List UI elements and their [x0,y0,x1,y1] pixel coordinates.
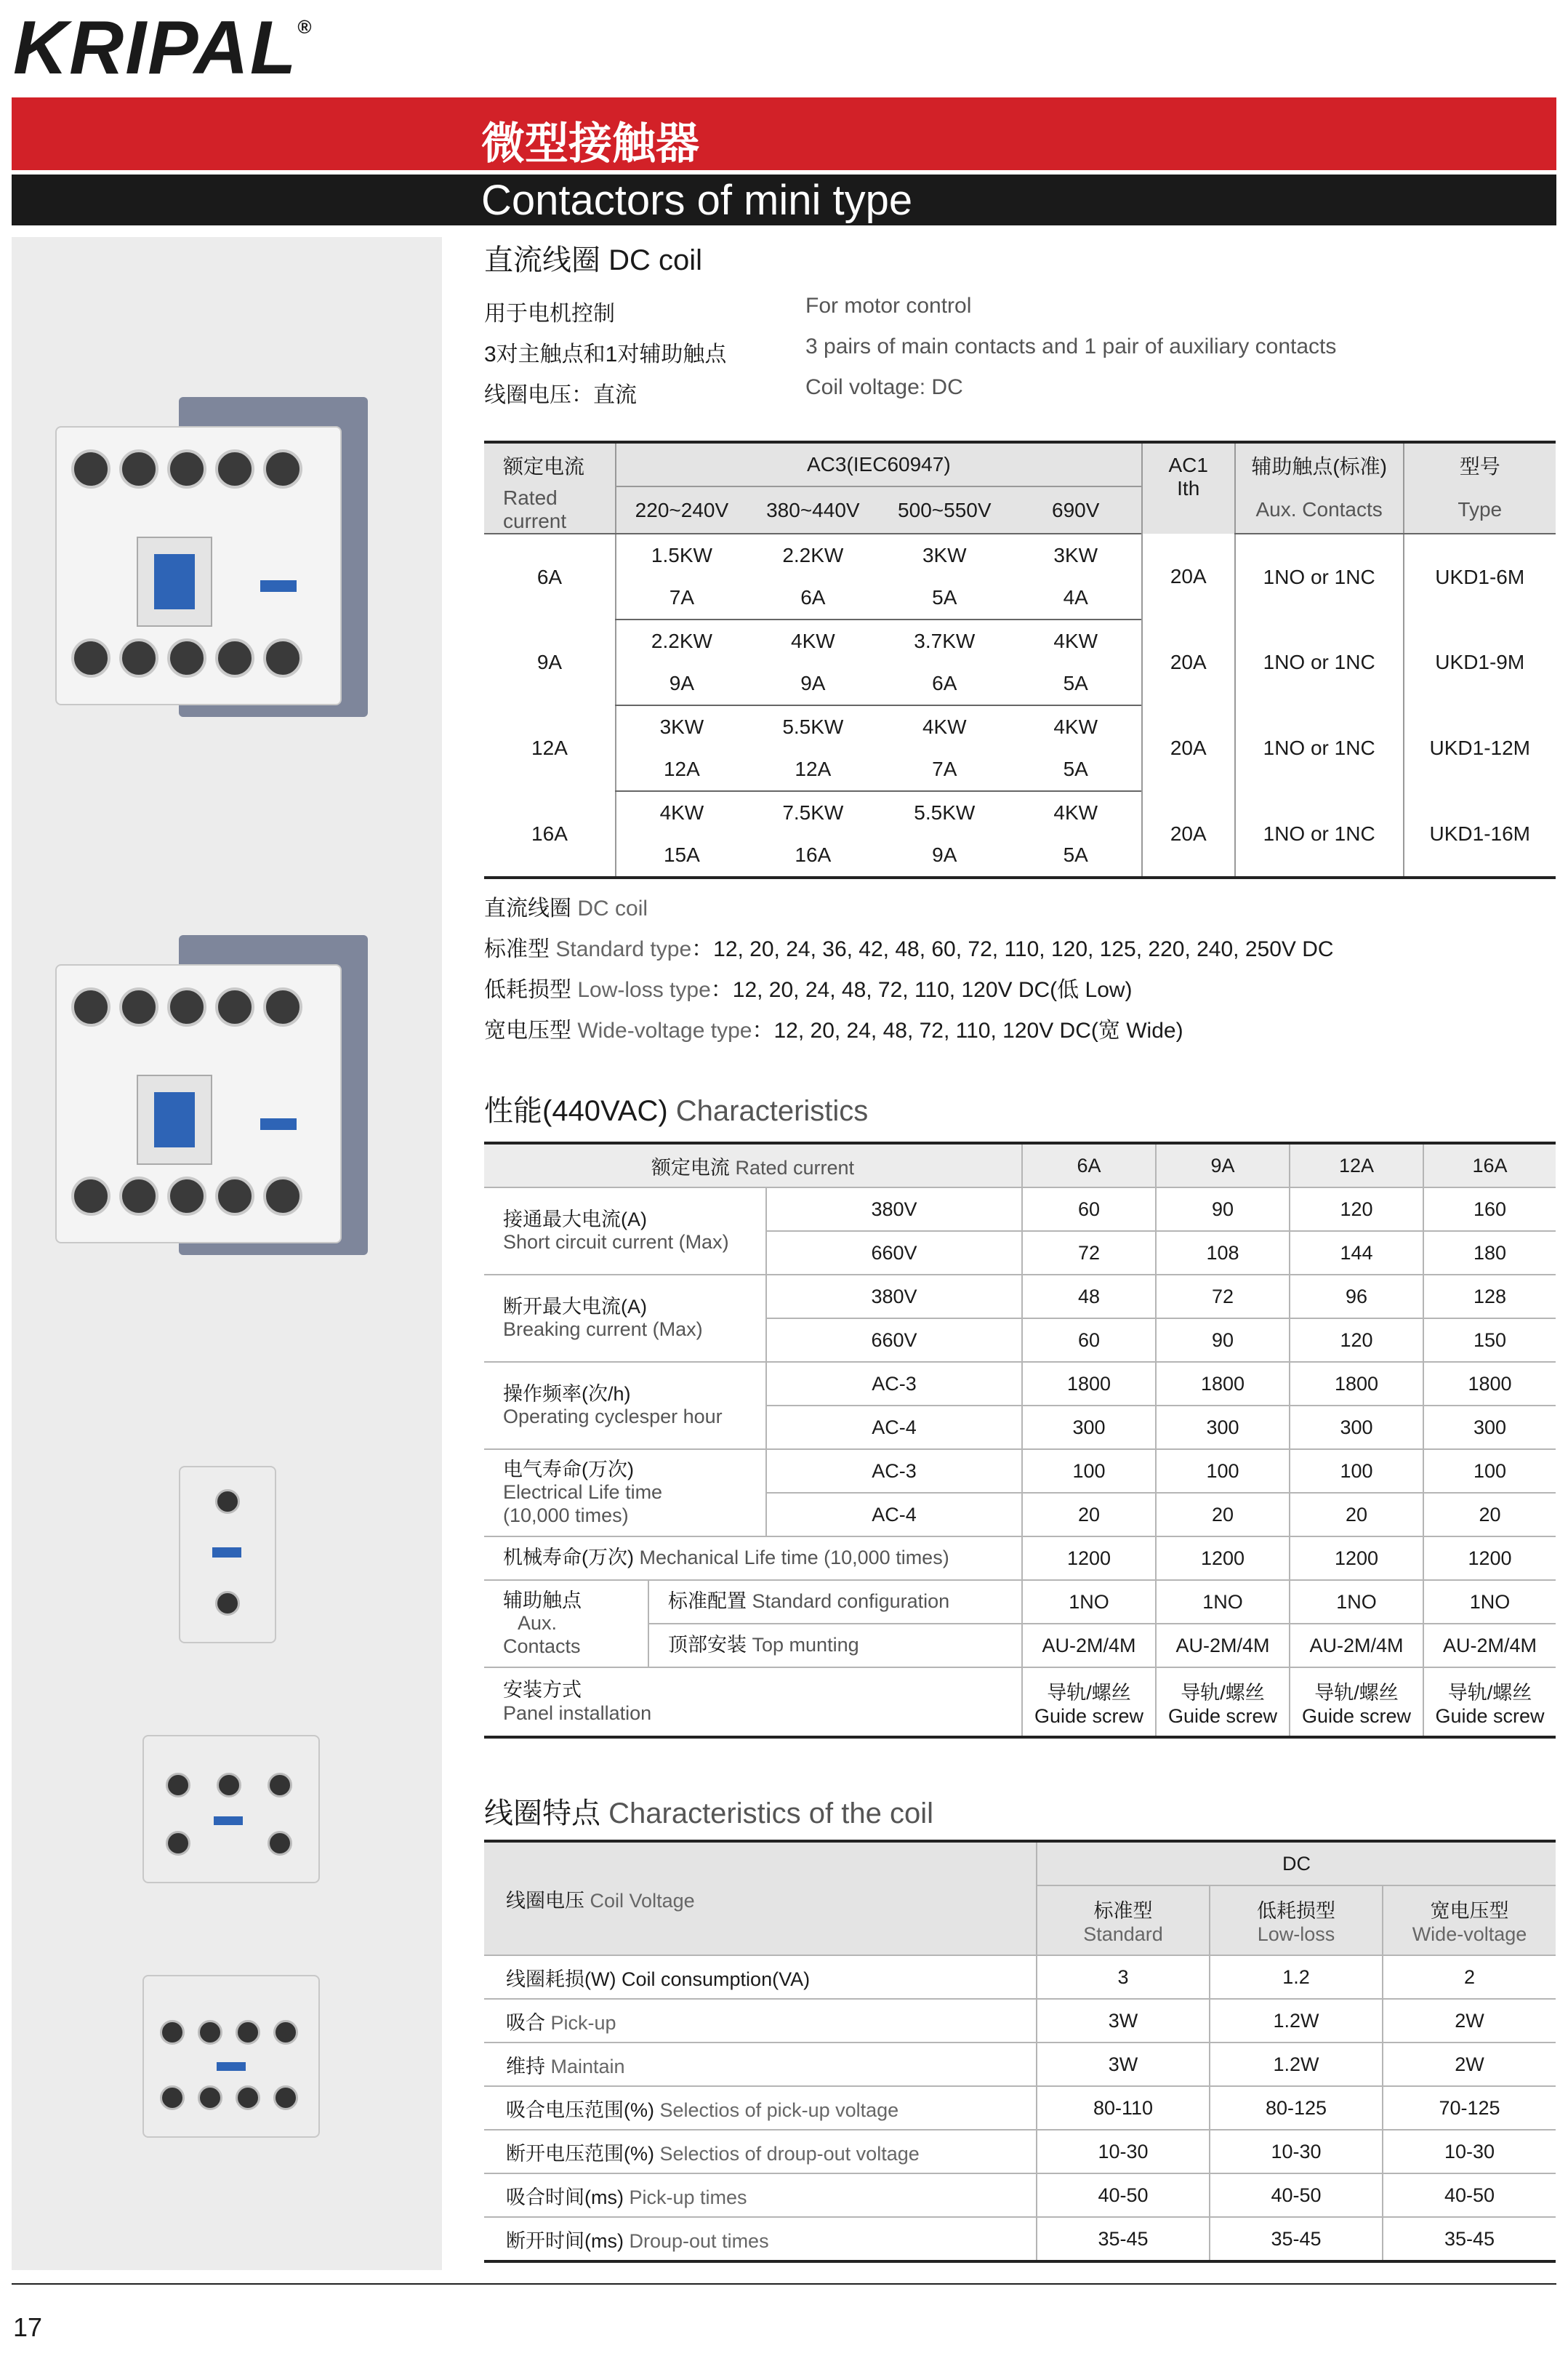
t1-h-volt-2: 380~440V [747,486,879,534]
table-row: 维持 Maintain 3W 1.2W 2W [484,2043,1556,2086]
t1-h-rated-cn: 额定电流 [503,454,585,478]
table-row: 吸合时间(ms) Pick-up times 40-50 40-50 40-50 [484,2173,1556,2217]
t1-h-ac3: AC3(IEC60947) [616,442,1142,486]
table-row: 15A 16A 9A 5A [484,834,1556,878]
table-row: 辅助触点 Aux. Contacts 标准配置 Standard configuration 1NO 1NO 1NO 1NO [484,1580,1556,1624]
table-row: 16A 4KW 7.5KW 5.5KW 4KW 20A 1NO or 1NC UKD1-16M [484,791,1556,834]
product-image-column [12,237,442,2270]
title-bar-en [12,175,1556,225]
aux-block-4-image [142,1975,320,2138]
table-row: 线圈耗损(W) Coil consumption(VA) 3 1.2 2 [484,1955,1556,1999]
intro-cn-3: 线圈电压：直流 [484,383,637,407]
t1-h-volt-4: 690V [1010,486,1142,534]
t3-h-dc: DC [1037,1841,1556,1885]
page-title-cn: 微型接触器 [481,119,699,168]
table-row: 断开最大电流(A) Breaking current (Max) 380V 48 72 96 128 [484,1275,1556,1318]
table-row: 吸合电压范围(%) Selectios of pick-up voltage 80-110 80-125 70-125 [484,2086,1556,2130]
t1-h-volt-3: 500~550V [879,486,1010,534]
table-row: 安装方式 Panel installation 导轨/螺丝 Guide screw 导轨/螺丝 Guide screw 导轨/螺丝 Guide screw 导轨/螺丝 Guide screw [484,1667,1556,1737]
t1-h-type-cn: 型号 [1404,442,1556,486]
intro-en-2: 3 pairs of main contacts and 1 pair of auxiliary contacts [805,334,1337,358]
table-row: 顶部安装 Top munting AU-2M/4M AU-2M/4M AU-2M/4M AU-2M/4M [484,1624,1556,1667]
table-row: 机械寿命(万次) Mechanical Life time (10,000 times) 1200 1200 1200 1200 [484,1536,1556,1580]
table-row: 660V 60 90 120 150 [484,1318,1556,1362]
table-row: 电气寿命(万次) Electrical Life time (10,000 times) AC-3 100 100 100 100 [484,1449,1556,1493]
table-row: 断开时间(ms) Droup-out times 35-45 35-45 35-45 [484,2217,1556,2261]
contactor-image-front [55,397,375,724]
table-row: AC-4 300 300 300 300 [484,1406,1556,1449]
table-row: 吸合 Pick-up 3W 1.2W 2W [484,1999,1556,2043]
intro-en-1: For motor control [805,294,972,318]
table-row: 660V 72 108 144 180 [484,1231,1556,1275]
page-number: 17 [13,2312,43,2342]
coil-line-wide: 宽电压型 Wide-voltage type：12, 20, 24, 48, 72, 110, 120V DC(宽 Wide) [484,1019,1183,1043]
t1-h-rated-en: Rated current [484,486,616,534]
title-bar-cn [12,97,1556,170]
t2-h-rated: 额定电流 Rated current [484,1143,1022,1187]
aux-block-2-image [142,1735,320,1883]
table-row: 9A 9A 6A 5A [484,662,1556,705]
table-row: AC-4 20 20 20 20 [484,1493,1556,1536]
t1-h-aux-cn: 辅助触点(标准) [1235,442,1404,486]
section-heading-coil-characteristics: 线圈特点 Characteristics of the coil [484,1797,933,1829]
footer-divider [12,2283,1556,2285]
t1-h-aux-en: Aux. Contacts [1235,486,1404,534]
table-row: 7A 6A 5A 4A [484,577,1556,620]
aux-block-side-image [179,1466,276,1643]
brand-logo: KRIPAL® [13,6,313,90]
table-row: 12A 3KW 5.5KW 4KW 4KW 20A 1NO or 1NC UKD1-12M [484,705,1556,748]
rating-table [484,441,1556,879]
table-row: 9A 2.2KW 4KW 3.7KW 4KW 20A 1NO or 1NC UKD1-9M [484,620,1556,662]
intro-en-3: Coil voltage: DC [805,375,963,399]
t1-h-volt-1: 220~240V [616,486,747,534]
t3-h-coil-voltage: 线圈电压 Coil Voltage [484,1841,1037,1955]
coil-line-dc: 直流线圈 DC coil [484,897,648,921]
table-row: 接通最大电流(A) Short circuit current (Max) 380V 60 90 120 160 [484,1187,1556,1231]
section-heading-dc-coil: 直流线圈 DC coil [484,244,703,276]
t1-h-type-en: Type [1404,486,1556,534]
table-row: 12A 12A 7A 5A [484,748,1556,791]
section-heading-characteristics: 性能(440VAC) Characteristics [484,1095,869,1127]
page-title-en: Contactors of mini type [481,177,913,224]
intro-cn-1: 用于电机控制 [484,302,615,326]
coil-characteristics-table: 线圈电压 Coil Voltage DC 标准型 Standard 低耗损型 Low-loss 宽电压型 Wide-voltage 线圈耗损(W) Coil consumption(VA) 3 1.2 2 吸合 Pick-up 3W 1.2W 2W 维持 Maintain 3W 1.2W 2W 吸合电压范围(%) Selectios of pick-up voltage 80-110 80-125 70-125 断开电压范围(%) Selectios of droup-out voltage 10-30 10-30 10-30 吸合时间(ms) Pick-up times 40-50 40-50 40-50 断开时间(ms) Droup-out times 35-45 35-45 35-45 [484,1840,1556,2263]
coil-line-standard: 标准型 Standard type：12, 20, 24, 36, 42, 48, 60, 72, 110, 120, 125, 220, 240, 250V DC [484,937,1334,961]
table-row: 6A 1.5KW 2.2KW 3KW 3KW 20A 1NO or 1NC UKD1-6M [484,534,1556,577]
table-row: 断开电压范围(%) Selectios of droup-out voltage 10-30 10-30 10-30 [484,2130,1556,2173]
coil-line-lowloss: 低耗损型 Low-loss type：12, 20, 24, 48, 72, 110, 120V DC(低 Low) [484,978,1133,1002]
t1-h-ac1: AC1 Ith [1142,442,1235,534]
table-row: 操作频率(次/h) Operating cyclesper hour AC-3 1800 1800 1800 1800 [484,1362,1556,1406]
intro-cn-2: 3对主触点和1对辅助触点 [484,342,727,366]
characteristics-table: 额定电流 Rated current 6A 9A 12A 16A 接通最大电流(A) Short circuit current (Max) 380V 60 90 120 160 660V 72 108 144 180 断开最大电流(A) Breaking current (Max) 380V 48 72 96 128 660V 60 90 120 150 操作频率(次/h) Operating cyclesper hour AC-3 1800 1800 1800 1800 AC-4 300 300 300 300 电气寿命(万次) Electrical Life time (10,000 times) AC-3 100 100 100 100 AC-4 20 20 20 20 机械寿命(万次) Mechanical Life time (10,000 times) 1200 1200 1200 1200 辅助触点 Aux. Contacts 标准配置 Standard configuration 1NO 1NO 1NO 1NO 顶部安装 Top munting AU-2M/4M AU-2M/4M AU-2M/4M AU-2M/4M 安装方式 Panel installation 导轨/螺丝 Guide screw 导轨/螺丝 Guide screw 导轨/螺丝 Guide screw 导轨/螺丝 Guide screw [484,1142,1556,1739]
contactor-image-angle [55,935,375,1262]
